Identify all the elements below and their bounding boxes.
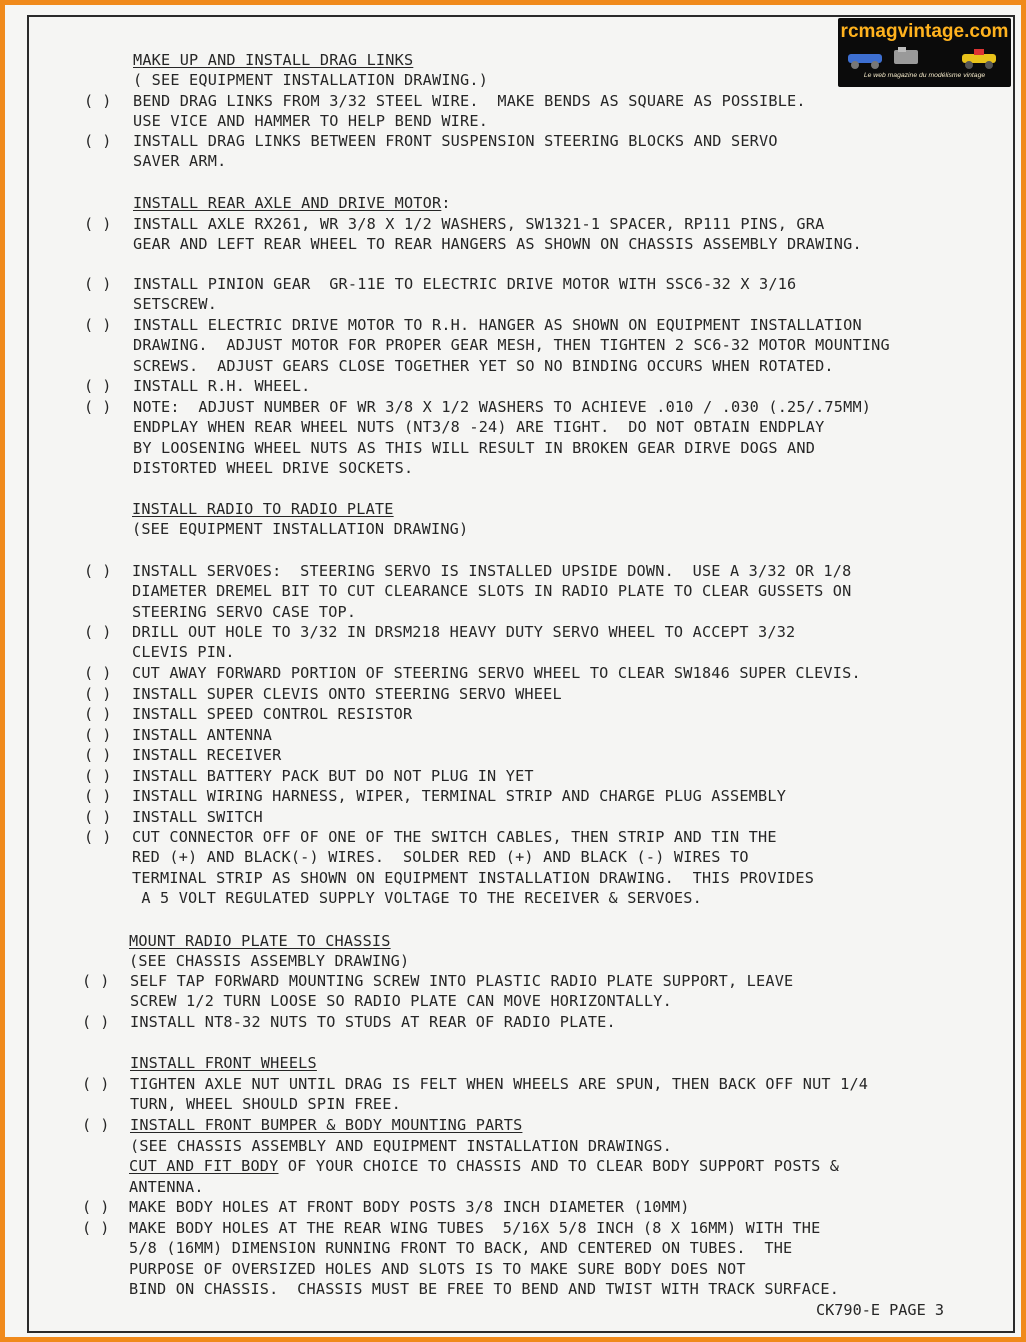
instruction-line: USE VICE AND HAMMER TO HELP BEND WIRE.	[133, 112, 489, 131]
section-heading: MOUNT RADIO PLATE TO CHASSIS	[129, 932, 391, 950]
instruction-line: MAKE BODY HOLES AT THE REAR WING TUBES 5/16X 5/8 INCH (8 X 16MM) WITH THE	[129, 1219, 821, 1237]
instruction-line: INSTALL SPEED CONTROL RESISTOR	[132, 705, 413, 723]
instruction-line: INSTALL SERVOES: STEERING SERVO IS INSTALLED UPSIDE DOWN. USE A 3/32 OR 1/8	[132, 562, 852, 580]
logo-tagline: Le web magazine du modélisme vintage	[863, 72, 986, 79]
checkbox[interactable]: ( )	[82, 1198, 110, 1216]
section-heading: INSTALL FRONT BUMPER & BODY MOUNTING PARTS	[130, 1116, 523, 1134]
checkbox[interactable]: ( )	[84, 398, 112, 416]
instruction-line: SAVER ARM.	[133, 152, 227, 171]
checkbox[interactable]: ( )	[84, 92, 112, 110]
instruction-line: SCREW 1/2 TURN LOOSE SO RADIO PLATE CAN MOVE HORIZONTALLY.	[130, 992, 672, 1011]
instruction-line: DRILL OUT HOLE TO 3/32 IN DRSM218 HEAVY DUTY SERVO WHEEL TO ACCEPT 3/32	[132, 623, 796, 641]
instruction-line: 5/8 (16MM) DIMENSION RUNNING FRONT TO BACK, AND CENTERED ON TUBES. THE	[129, 1239, 793, 1258]
checkbox[interactable]: ( )	[84, 132, 112, 150]
instruction-line: INSTALL PINION GEAR GR-11E TO ELECTRIC DRIVE MOTOR WITH SSC6-32 X 3/16	[133, 275, 797, 293]
instruction-line: RED (+) AND BLACK(-) WIRES. SOLDER RED (+) AND BLACK (-) WIRES TO	[132, 848, 749, 867]
instruction-line: INSTALL SUPER CLEVIS ONTO STEERING SERVO WHEEL	[132, 685, 562, 703]
instruction-line: INSTALL ELECTRIC DRIVE MOTOR TO R.H. HANGER AS SHOWN ON EQUIPMENT INSTALLATION	[133, 316, 862, 334]
checkbox[interactable]: ( )	[82, 1013, 110, 1031]
instruction-line: INSTALL SWITCH	[132, 808, 263, 826]
checkbox[interactable]: ( )	[84, 215, 112, 233]
instruction-line: TURN, WHEEL SHOULD SPIN FREE.	[130, 1095, 401, 1114]
checkbox[interactable]: ( )	[84, 808, 112, 826]
instruction-line: GEAR AND LEFT REAR WHEEL TO REAR HANGERS AS SHOWN ON CHASSIS ASSEMBLY DRAWING.	[133, 235, 862, 254]
instruction-line: BIND ON CHASSIS. CHASSIS MUST BE FREE TO BEND AND TWIST WITH TRACK SURFACE.	[129, 1280, 840, 1299]
instruction-line: TERMINAL STRIP AS SHOWN ON EQUIPMENT INSTALLATION DRAWING. THIS PROVIDES	[132, 868, 815, 887]
instruction-line: INSTALL DRAG LINKS BETWEEN FRONT SUSPENSION STEERING BLOCKS AND SERVO	[133, 132, 778, 150]
instruction-line	[129, 1156, 839, 1176]
section-heading: INSTALL RADIO TO RADIO PLATE	[132, 500, 394, 518]
checkbox[interactable]: ( )	[84, 787, 112, 805]
checkbox[interactable]: ( )	[82, 1116, 110, 1134]
section-subheading: (SEE CHASSIS ASSEMBLY AND EQUIPMENT INSTALLATION DRAWINGS.	[130, 1137, 672, 1155]
checkbox[interactable]: ( )	[84, 828, 112, 846]
instruction-line: CUT AWAY FORWARD PORTION OF STEERING SERVO WHEEL TO CLEAR SW1846 SUPER CLEVIS.	[132, 664, 861, 682]
instruction-line: CUT CONNECTOR OFF OF ONE OF THE SWITCH CABLES, THEN STRIP AND TIN THE	[132, 828, 777, 846]
checkbox[interactable]: ( )	[84, 562, 112, 580]
instruction-line: INSTALL R.H. WHEEL.	[133, 377, 311, 395]
instruction-line: DRAWING. ADJUST MOTOR FOR PROPER GEAR MESH, THEN TIGHTEN 2 SC6-32 MOTOR MOUNTING	[133, 336, 890, 355]
instruction-line: INSTALL WIRING HARNESS, WIPER, TERMINAL STRIP AND CHARGE PLUG ASSEMBLY	[132, 787, 787, 805]
instruction-line: SCREWS. ADJUST GEARS CLOSE TOGETHER YET SO NO BINDING OCCURS WHEN ROTATED.	[133, 356, 834, 375]
checkbox[interactable]: ( )	[84, 664, 112, 682]
checkbox[interactable]: ( )	[82, 972, 110, 990]
checkbox[interactable]: ( )	[84, 377, 112, 395]
instruction-line: BEND DRAG LINKS FROM 3/32 STEEL WIRE. MAKE BENDS AS SQUARE AS POSSIBLE.	[133, 92, 806, 110]
checkbox[interactable]: ( )	[82, 1075, 110, 1093]
instruction-line: ENDPLAY WHEN REAR WHEEL NUTS (NT3/8 -24) ARE TIGHT. DO NOT OBTAIN ENDPLAY	[133, 418, 825, 437]
instruction-line: INSTALL RECEIVER	[132, 746, 282, 764]
checkbox[interactable]: ( )	[84, 705, 112, 723]
instruction-line: NOTE: ADJUST NUMBER OF WR 3/8 X 1/2 WASHERS TO ACHIEVE .010 / .030 (.25/.75MM)	[133, 398, 872, 416]
logo-title: rcmagvintage.com	[840, 21, 1009, 42]
instruction-line: INSTALL AXLE RX261, WR 3/8 X 1/2 WASHERS, SW1321-1 SPACER, RP111 PINS, GRA	[133, 215, 825, 233]
section-heading: MAKE UP AND INSTALL DRAG LINKS	[133, 51, 414, 69]
instruction-line: ANTENNA.	[129, 1178, 204, 1196]
instruction-text: OF YOUR CHOICE TO CHASSIS AND TO CLEAR BODY SUPPORT POSTS &	[278, 1157, 840, 1175]
instruction-line: BY LOOSENING WHEEL NUTS AS THIS WILL RESULT IN BROKEN GEAR DIRVE DOGS AND	[133, 438, 816, 457]
checkbox[interactable]: ( )	[84, 275, 112, 293]
checkbox[interactable]: ( )	[84, 316, 112, 334]
instruction-line: MAKE BODY HOLES AT FRONT BODY POSTS 3/8 INCH DIAMETER (10MM)	[129, 1198, 690, 1216]
underlined-lead: CUT AND FIT BODY	[129, 1157, 279, 1175]
rc-car-icon	[846, 46, 1003, 70]
instruction-line: STEERING SERVO CASE TOP.	[132, 602, 357, 621]
instruction-line: TIGHTEN AXLE NUT UNTIL DRAG IS FELT WHEN WHEELS ARE SPUN, THEN BACK OFF NUT 1/4	[130, 1075, 869, 1093]
instruction-line: DISTORTED WHEEL DRIVE SOCKETS.	[133, 459, 414, 478]
site-logo	[838, 18, 1011, 87]
instruction-line: PURPOSE OF OVERSIZED HOLES AND SLOTS IS TO MAKE SURE BODY DOES NOT	[129, 1259, 746, 1278]
section-subheading: (SEE CHASSIS ASSEMBLY DRAWING)	[129, 952, 410, 971]
section-subheading: ( SEE EQUIPMENT INSTALLATION DRAWING.)	[133, 71, 489, 90]
checkbox[interactable]: ( )	[84, 746, 112, 764]
instruction-line: INSTALL BATTERY PACK BUT DO NOT PLUG IN YET	[132, 767, 534, 785]
instruction-line: SELF TAP FORWARD MOUNTING SCREW INTO PLASTIC RADIO PLATE SUPPORT, LEAVE	[130, 972, 794, 990]
instruction-line: SETSCREW.	[133, 295, 218, 314]
checkbox[interactable]: ( )	[84, 623, 112, 641]
section-heading: INSTALL REAR AXLE AND DRIVE MOTOR:	[133, 194, 451, 212]
instruction-line: INSTALL ANTENNA	[132, 726, 273, 744]
page-footer: CK790-E PAGE 3	[816, 1301, 945, 1319]
heading-colon: :	[441, 194, 451, 212]
checkbox[interactable]: ( )	[82, 1219, 110, 1237]
checkbox[interactable]: ( )	[84, 767, 112, 785]
instruction-line: CLEVIS PIN.	[132, 643, 235, 662]
instruction-line: DIAMETER DREMEL BIT TO CUT CLEARANCE SLOTS IN RADIO PLATE TO CLEAR GUSSETS ON	[132, 582, 852, 601]
instruction-line: A 5 VOLT REGULATED SUPPLY VOLTAGE TO THE RECEIVER & SERVOES.	[132, 889, 702, 908]
instruction-line: INSTALL NT8-32 NUTS TO STUDS AT REAR OF RADIO PLATE.	[130, 1013, 616, 1031]
checkbox[interactable]: ( )	[84, 685, 112, 703]
checkbox[interactable]: ( )	[84, 726, 112, 744]
section-subheading: (SEE EQUIPMENT INSTALLATION DRAWING)	[132, 520, 469, 539]
section-heading: INSTALL FRONT WHEELS	[130, 1054, 317, 1072]
